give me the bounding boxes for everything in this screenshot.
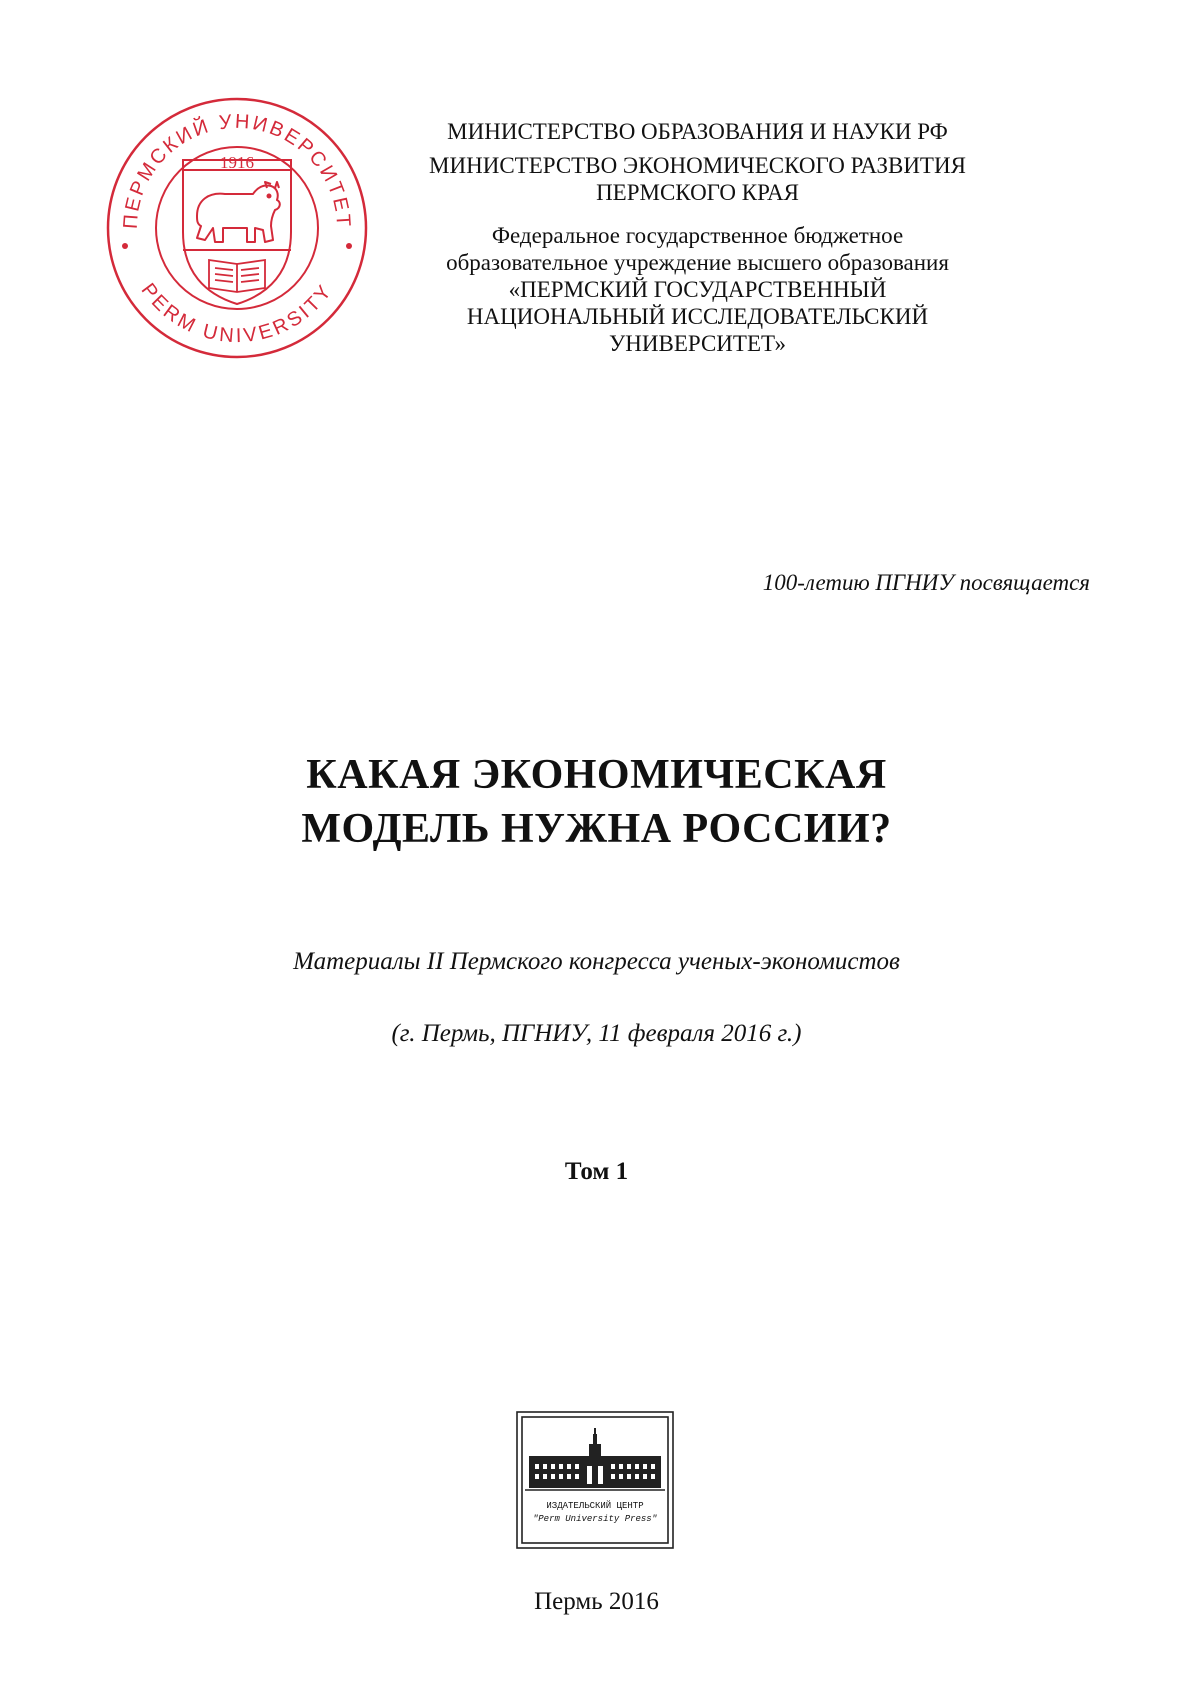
bear-icon (197, 182, 280, 242)
publisher-name-line-1: ИЗДАТЕЛЬСКИЙ ЦЕНТР (546, 1501, 644, 1511)
dedication-text: 100-летию ПГНИУ посвящается (762, 570, 1090, 595)
institution-line-1: Федеральное государственное бюджетное (491, 223, 904, 248)
institution-line-5: УНИВЕРСИТЕТ» (609, 331, 786, 356)
seal-year-text: 1916 (220, 153, 254, 172)
seal-bottom-text: PERM UNIVERSITY (136, 279, 338, 348)
university-seal-logo (105, 96, 369, 360)
institution-line-3: «ПЕРМСКИЙ ГОСУДАРСТВЕННЫЙ (508, 277, 887, 302)
ministry-2-line-2: ПЕРМСКОГО КРАЯ (596, 180, 799, 205)
institution-line-2: образовательное учреждение высшего образования (446, 250, 949, 275)
book-subtitle: Материалы II Пермского конгресса ученых-экономистов (293, 948, 900, 975)
ministry-of-education-heading (425, 118, 970, 145)
ministry-of-economic-development-heading (425, 152, 970, 206)
institution-line-4: НАЦИОНАЛЬНЫЙ ИССЛЕДОВАТЕЛЬСКИЙ (466, 304, 929, 329)
seal-top-text: ПЕРМСКИЙ УНИВЕРСИТЕТ (119, 110, 355, 230)
publisher-logo (515, 1410, 675, 1550)
institution-name-block (425, 222, 970, 357)
book-title-line-2: МОДЕЛЬ НУЖНА РОССИИ? (301, 806, 892, 852)
publisher-name-line-2: "Perm University Press" (532, 1514, 658, 1524)
imprint-city-year: Пермь 2016 (534, 1588, 659, 1615)
ministry-2-line-1: МИНИСТЕРСТВО ЭКОНОМИЧЕСКОГО РАЗВИТИЯ (429, 153, 966, 178)
university-building-icon (529, 1428, 661, 1488)
book-icon (209, 260, 265, 292)
event-details: (г. Пермь, ПГНИУ, 11 февраля 2016 г.) (391, 1020, 802, 1047)
book-title-line-1: КАКАЯ ЭКОНОМИЧЕСКАЯ (306, 752, 887, 798)
book-title (0, 748, 1193, 856)
volume-label: Том 1 (564, 1158, 629, 1185)
ministry-1-line: МИНИСТЕРСТВО ОБРАЗОВАНИЯ И НАУКИ РФ (447, 119, 948, 144)
